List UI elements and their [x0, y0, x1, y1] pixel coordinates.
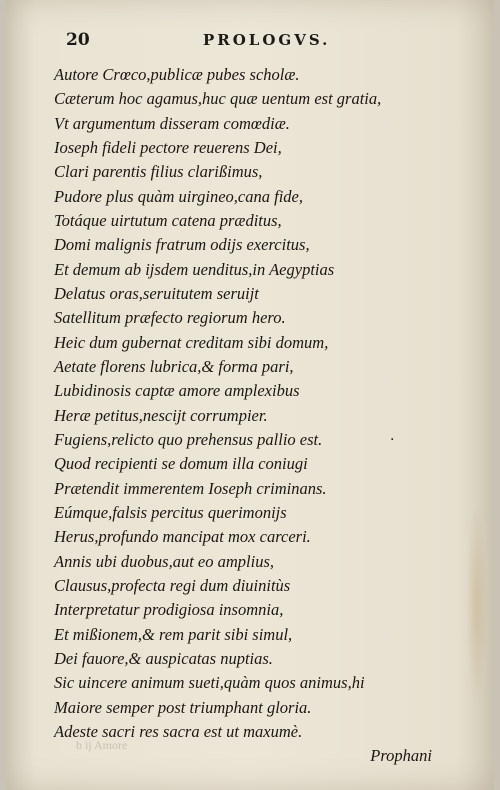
verse-line: Cæterum hoc agamus,huc quæ uentum est gratia,: [54, 89, 382, 109]
verse-line: Heræ petitus,nescijt corrumpier.: [54, 405, 268, 425]
verse-line: Annis ubi duobus,aut eo amplius,: [54, 551, 275, 571]
bleed-through-text: b ij Amore: [76, 738, 128, 752]
verse-line: Totáque uirtutum catena præditus,: [54, 210, 282, 230]
verse-line: Aetate florens lubrica,& forma pari,: [54, 356, 294, 376]
verse-line: Delatus oras,seruitutem seruijt: [54, 283, 259, 303]
verse-line: Domi malignis fratrum odijs exercitus,: [54, 235, 310, 255]
verse-line: Vt argumentum disseram comœdiæ.: [54, 113, 290, 133]
verse-line: Clausus,profecta regi dum diuinitùs: [54, 575, 291, 595]
verse-line: Et mißionem,& rem parit sibi simul,: [54, 624, 293, 644]
verse-line: Sic uincere animum sueti,quàm quos animus,hi: [54, 673, 365, 693]
book-page: [6, 0, 494, 790]
folio-number: 20: [66, 30, 90, 50]
verse-line: Ioseph fideli pectore reuerens Dei,: [54, 137, 282, 157]
verse-line: Heic dum gubernat creditam sibi domum,: [54, 332, 329, 352]
verse-line: Et demum ab ijsdem uenditus,in Aegyptias: [54, 259, 335, 279]
verse-line: Interpretatur prodigiosa insomnia,: [54, 600, 284, 620]
verse-line: Dei fauore,& auspicatas nuptias.: [54, 648, 273, 668]
verse-line: Quod recipienti se domum illa coniugi: [54, 454, 308, 474]
verse-line: Eúmque,falsis percitus querimonijs: [54, 502, 287, 522]
page-header: [66, 30, 356, 52]
running-head: PROLOGVS.: [203, 31, 331, 49]
margin-mark: .: [390, 428, 395, 444]
verse-line: Herus,profundo mancipat mox carceri.: [54, 527, 311, 547]
verse-line: Adeste sacri res sacra est ut maxumè.: [54, 721, 303, 741]
paper-stain: [466, 500, 488, 710]
verse-line: Satellitum præfecto regiorum hero.: [54, 308, 286, 328]
verse-line: Autore Crœco,publicæ pubes scholæ.: [54, 65, 300, 84]
verse-line: Clari parentis filius clarißimus,: [54, 162, 263, 182]
verse-line: Lubidinosis captæ amore amplexibus: [54, 381, 300, 401]
catchword: Prophani: [370, 746, 432, 765]
verse-text: [54, 63, 454, 744]
verse-line: Prætendit immerentem Ioseph criminans.: [54, 478, 327, 498]
verse-line: Maiore semper post triumphant gloria.: [54, 697, 312, 717]
verse-line: Pudore plus quàm uirgineo,cana fide,: [54, 186, 303, 206]
verse-line: Fugiens,relicto quo prehensus pallio est.: [54, 429, 323, 449]
